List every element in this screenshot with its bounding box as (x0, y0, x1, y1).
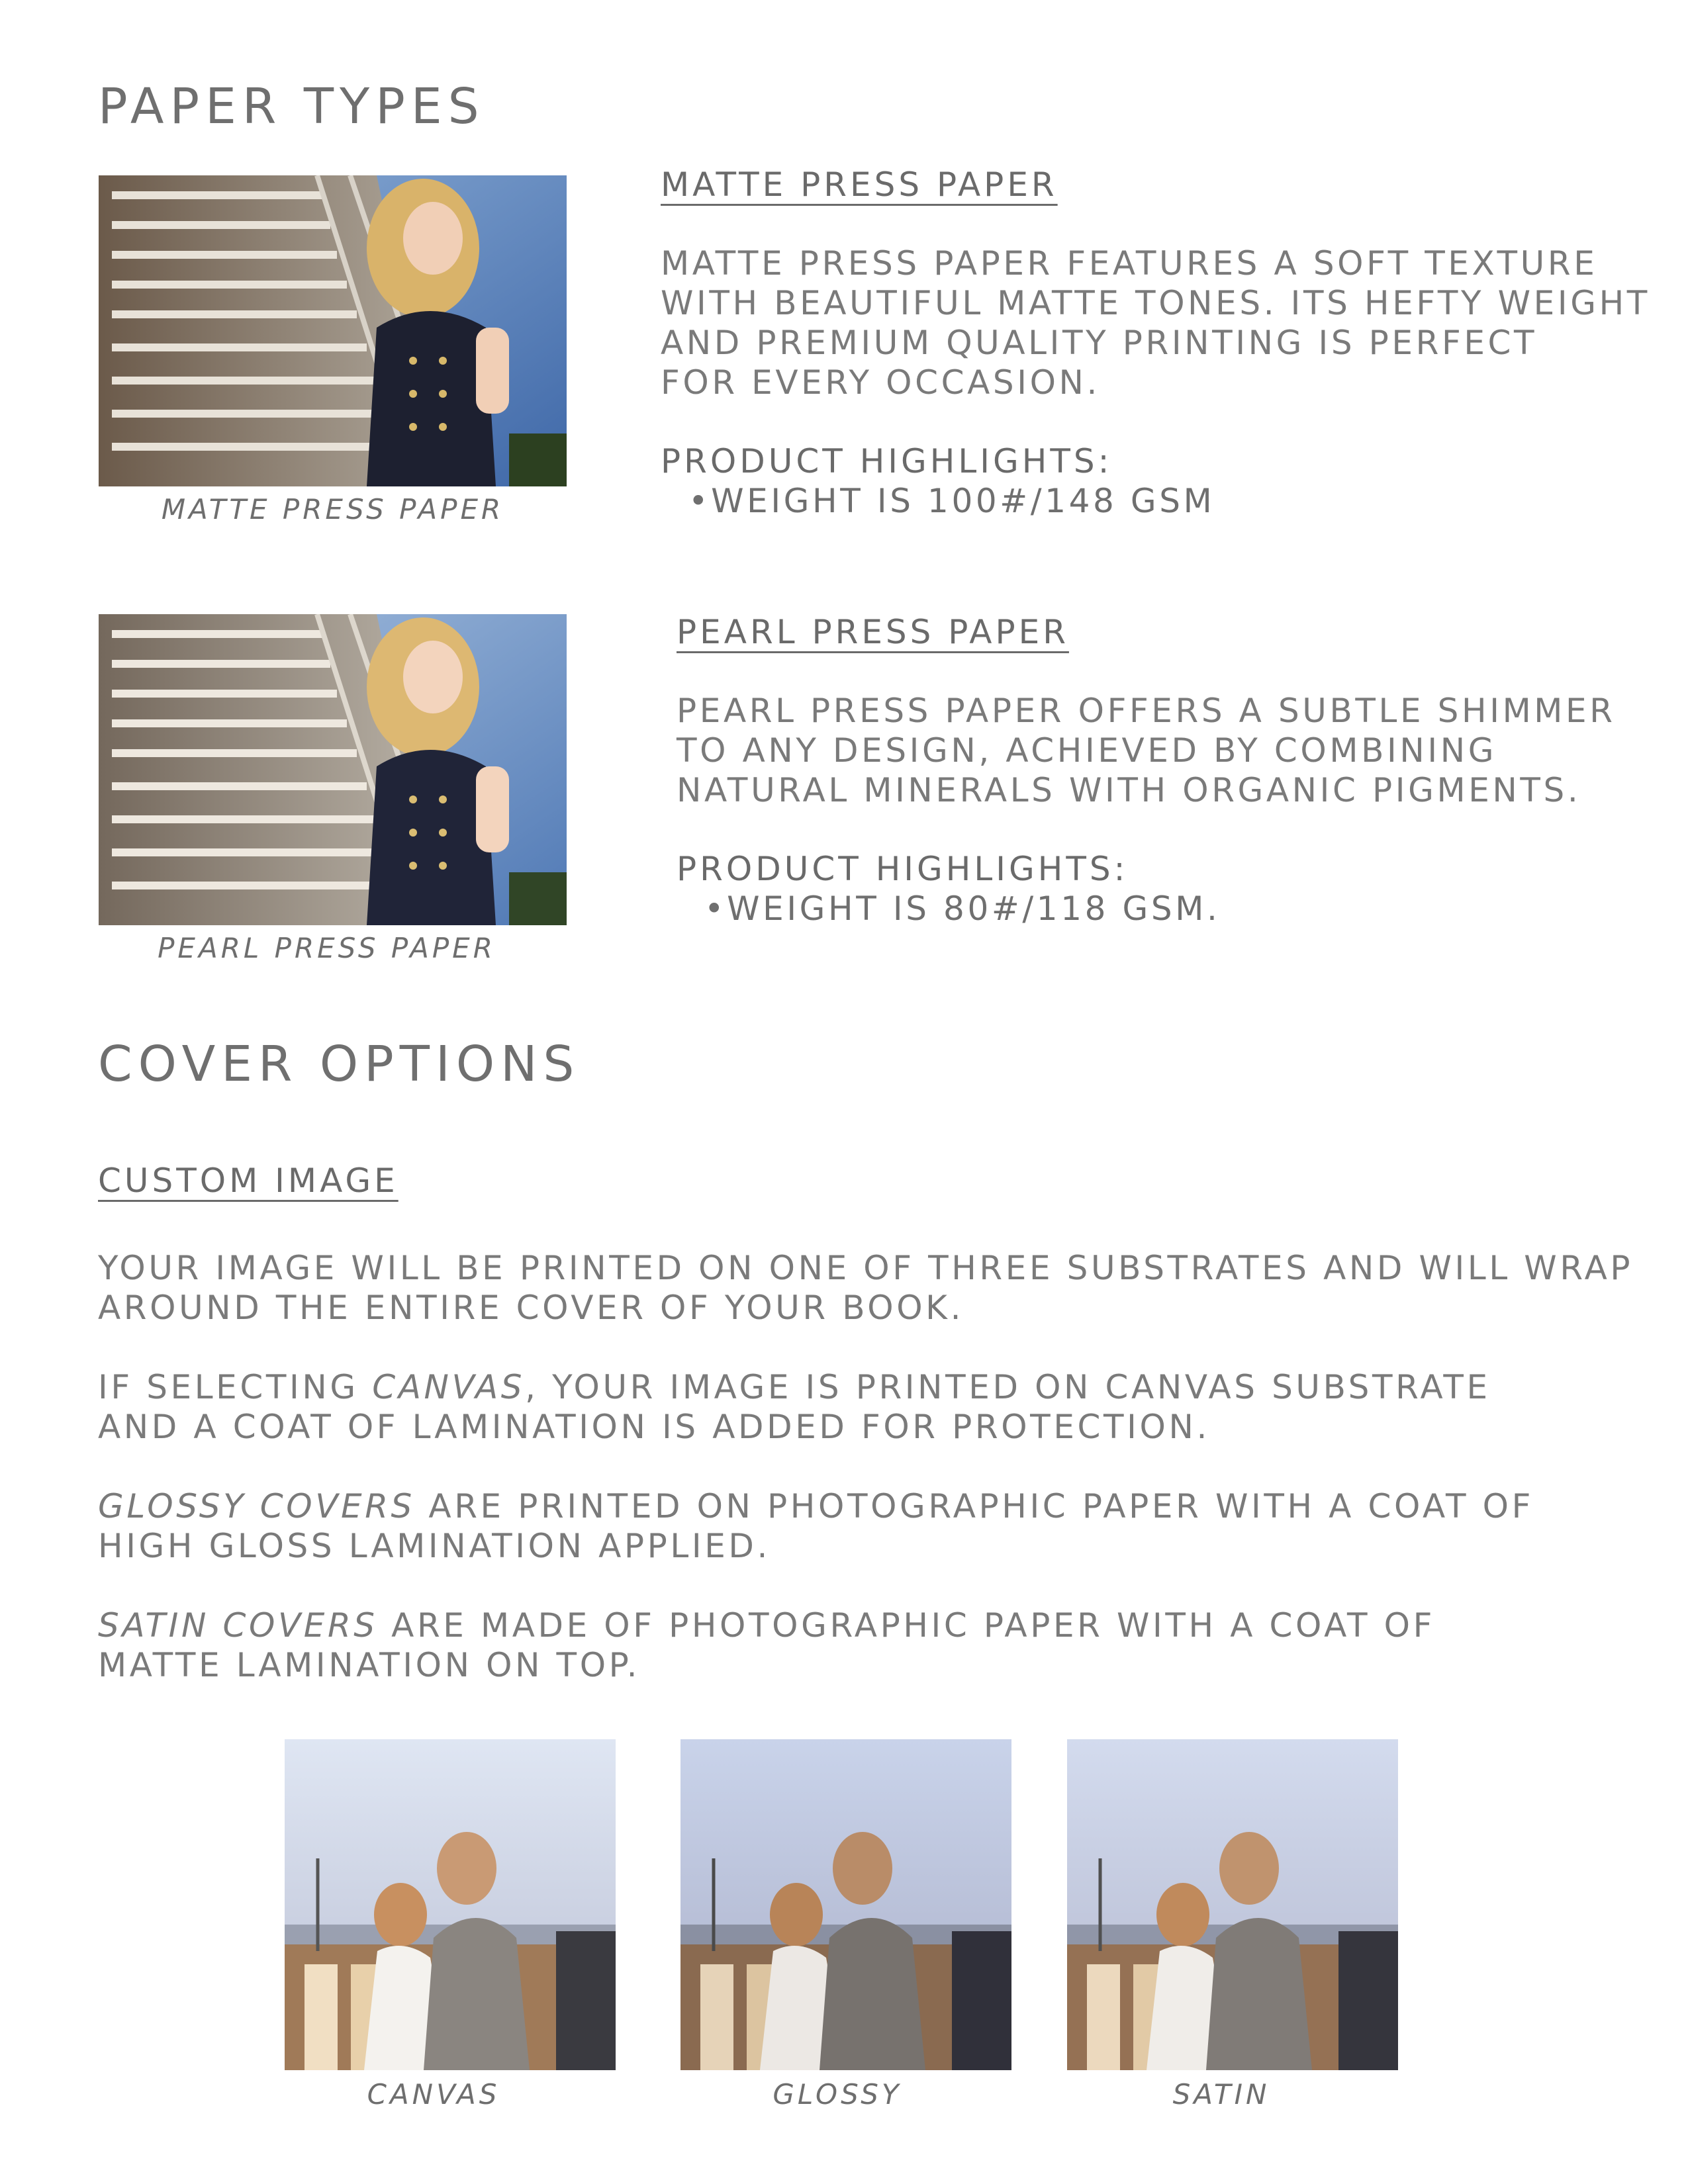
matte-highlight-text: WEIGHT IS 100#/148 GSM (711, 482, 1215, 520)
paper-types-title: PAPER TYPES (98, 78, 485, 135)
custom-image-para-2 (98, 1367, 1491, 1447)
cover-options-title: COVER OPTIONS (98, 1036, 581, 1093)
satin-sample-photo (1067, 1739, 1398, 2070)
matte-heading: MATTE PRESS PAPER (661, 165, 1058, 204)
matte-description-line: FOR EVERY OCCASION. (661, 363, 1101, 402)
pearl-heading: PEARL PRESS PAPER (677, 613, 1069, 651)
canvas-sample-photo (285, 1739, 616, 2070)
glossy-caption: GLOSSY (773, 2078, 902, 2111)
matte-highlights-heading: PRODUCT HIGHLIGHTS: (661, 442, 1113, 480)
matte-description-line: WITH BEAUTIFUL MATTE TONES. ITS HEFTY WEIGHT (661, 284, 1650, 322)
matte-description-line: AND PREMIUM QUALITY PRINTING IS PERFECT (661, 324, 1538, 362)
para-line (98, 1606, 1435, 1645)
para-line: AND A COAT OF LAMINATION IS ADDED FOR PROTECTION. (98, 1408, 1210, 1446)
glossy-term: GLOSSY COVERS (98, 1487, 415, 1525)
canvas-term: CANVAS (372, 1368, 526, 1406)
para-line: AROUND THE ENTIRE COVER OF YOUR BOOK. (98, 1289, 964, 1327)
canvas-caption: CANVAS (367, 2078, 500, 2111)
glossy-sample-photo (680, 1739, 1011, 2070)
satin-term: SATIN COVERS (98, 1606, 378, 1645)
para-text: ARE PRINTED ON PHOTOGRAPHIC PAPER WITH A COAT OF (414, 1487, 1534, 1525)
pearl-description (677, 691, 1616, 810)
custom-image-para-4 (98, 1606, 1435, 1685)
pearl-highlights-heading: PRODUCT HIGHLIGHTS: (677, 850, 1129, 888)
pearl-highlight-item: •WEIGHT IS 80#/118 GSM. (704, 889, 1221, 928)
custom-image-para-3 (98, 1486, 1534, 1566)
para-text: ARE MADE OF PHOTOGRAPHIC PAPER WITH A COAT OF (377, 1606, 1435, 1645)
pearl-description-line: PEARL PRESS PAPER OFFERS A SUBTLE SHIMMER (677, 692, 1616, 730)
pearl-description-line: NATURAL MINERALS WITH ORGANIC PIGMENTS. (677, 771, 1581, 809)
custom-image-heading: CUSTOM IMAGE (98, 1161, 399, 1200)
matte-highlight-item: •WEIGHT IS 100#/148 GSM (688, 482, 1215, 520)
satin-caption: SATIN (1172, 2078, 1270, 2111)
para-line: MATTE LAMINATION ON TOP. (98, 1646, 641, 1684)
pearl-highlight-text: WEIGHT IS 80#/118 GSM. (727, 889, 1221, 928)
para-line (98, 1367, 1491, 1407)
pearl-paper-photo (99, 614, 567, 925)
matte-description (661, 244, 1650, 402)
para-line: YOUR IMAGE WILL BE PRINTED ON ONE OF THREE SUBSTRATES AND WILL WRAP (98, 1249, 1634, 1287)
para-line (98, 1486, 1534, 1526)
pearl-photo-caption: PEARL PRESS PAPER (158, 932, 496, 964)
pearl-description-line: TO ANY DESIGN, ACHIEVED BY COMBINING (677, 731, 1497, 770)
para-text: IF SELECTING (98, 1368, 373, 1406)
matte-paper-photo (99, 175, 567, 486)
matte-photo-caption: MATTE PRESS PAPER (161, 493, 504, 525)
matte-description-line: MATTE PRESS PAPER FEATURES A SOFT TEXTURE (661, 244, 1598, 283)
para-text: , YOUR IMAGE IS PRINTED ON CANVAS SUBSTRATE (525, 1368, 1491, 1406)
para-line: HIGH GLOSS LAMINATION APPLIED. (98, 1527, 771, 1565)
custom-image-para-1 (98, 1248, 1633, 1328)
